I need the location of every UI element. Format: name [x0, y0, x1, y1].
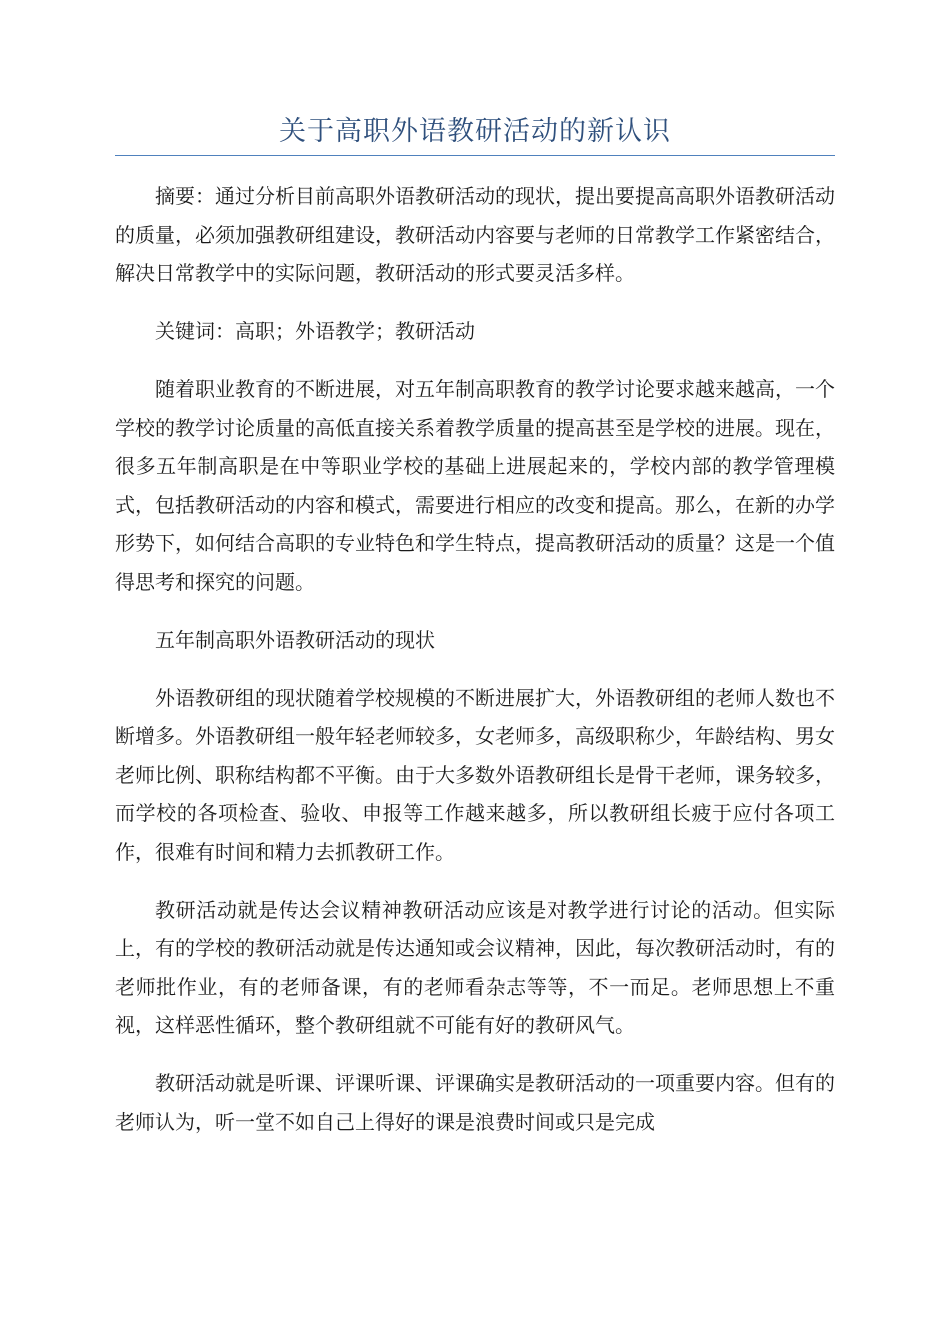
intro-paragraph: 随着职业教育的不断进展，对五年制高职教育的教学讨论要求越来越高，一个学校的教学讨论质量的高低直接关系着教学质量的提高甚至是学校的进展。现在，很多五年制高职是在中等职业学校的基础上进展起来的，学校内部的教学管理模式，包括教研活动的内容和模式，需要进行相应的改变和提高。那么，在新的办学形势下，如何结合高职的专业特色和学生特点，提高教研活动的质量？这是一个值得思考和探究的问题。: [115, 377, 835, 594]
body-paragraph: 外语教研组的现状随着学校规模的不断进展扩大，外语教研组的老师人数也不断增多。外语教研组一般年轻老师较多，女老师多，高级职称少，年龄结构、男女老师比例、职称结构都不平衡。由于大多数外语教研组长是骨干老师，课务较多，而学校的各项检查、验收、申报等工作越来越多，所以教研组长疲于应付各项工作，很难有时间和精力去抓教研工作。: [115, 685, 835, 864]
abstract-paragraph: 摘要：通过分析目前高职外语教研活动的现状，提出要提高高职外语教研活动的质量，必须加强教研组建设，教研活动内容要与老师的日常教学工作紧密结合，解决日常教学中的实际问题，教研活动的形式要灵活多样。: [115, 184, 835, 285]
body-paragraph: 教研活动就是听课、评课听课、评课确实是教研活动的一项重要内容。但有的老师认为，听一堂不如自己上得好的课是浪费时间或只是完成: [115, 1071, 835, 1134]
title-underline: [115, 155, 835, 156]
keywords-paragraph: 关键词：高职；外语教学；教研活动: [155, 319, 475, 343]
section-heading: 五年制高职外语教研活动的现状: [155, 627, 435, 652]
body-paragraph: 教研活动就是传达会议精神教研活动应该是对教学进行讨论的活动。但实际上，有的学校的教研活动就是传达通知或会议精神，因此，每次教研活动时，有的老师批作业，有的老师备课，有的老师看杂志等等，不一而足。老师思想上不重视，这样恶性循环，整个教研组就不可能有好的教研风气。: [115, 897, 835, 1037]
document-body: [115, 177, 835, 1161]
document-title: 关于高职外语教研活动的新认识: [279, 116, 671, 147]
